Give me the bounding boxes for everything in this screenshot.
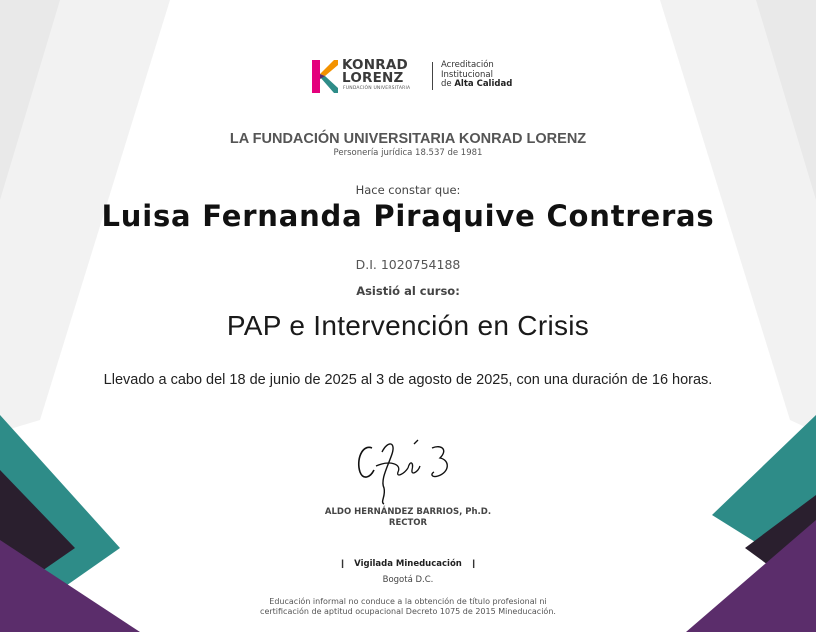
logo-line2: LORENZ [342, 70, 404, 86]
accreditation-line3 [441, 80, 512, 90]
course-name: PAP e Intervención en Crisis [226, 310, 590, 341]
recipient-name: Luisa Fernanda Piraquive Contreras [101, 199, 715, 233]
rector-signature [350, 430, 460, 505]
accreditation-bold: Alta Calidad [454, 79, 513, 89]
legal-status: Personería jurídica 18.537 de 1981 [333, 148, 483, 158]
signatory-title: RECTOR [388, 518, 428, 528]
accreditation-line1: Acreditación [441, 60, 494, 70]
konrad-lorenz-logo [312, 58, 512, 96]
logo-separator [432, 62, 433, 90]
vigilada-mineducacion: ❙ Vigilada Mineducación ❙ [338, 559, 478, 569]
signatory-name: ALDO HERNÁNDEZ BARRIOS, Ph.D. [324, 507, 492, 517]
id-number: D.I. 1020754188 [355, 257, 461, 272]
disclaimer-line1: Educación informal no conduce a la obtención de título profesional ni [269, 597, 547, 606]
accreditation-line2: Institucional [441, 69, 493, 80]
course-details: Llevado a cabo del 18 de junio de 2025 al 3 de agosto de 2025, con una duración de 16 horas. [103, 372, 713, 388]
city: Bogotá D.C. [382, 575, 434, 585]
logo-wordmark [342, 59, 408, 85]
certifies-label: Hace constar que: [355, 183, 461, 197]
vigilada-text: Vigilada Mineducación [354, 559, 462, 569]
attended-label: Asistió al curso: [356, 284, 460, 298]
disclaimer-line2: certificación de aptitud ocupacional Decreto 1075 de 2015 Mineducación. [260, 607, 556, 616]
logo-line1: KONRAD [342, 57, 408, 73]
accreditation-prefix: de [441, 79, 452, 89]
logo-tagline: FUNDACIÓN UNIVERSITARIA [343, 86, 411, 91]
k-logo-icon [312, 60, 338, 93]
institution-name: LA FUNDACIÓN UNIVERSITARIA KONRAD LORENZ [229, 131, 587, 147]
accreditation-text [441, 61, 512, 90]
